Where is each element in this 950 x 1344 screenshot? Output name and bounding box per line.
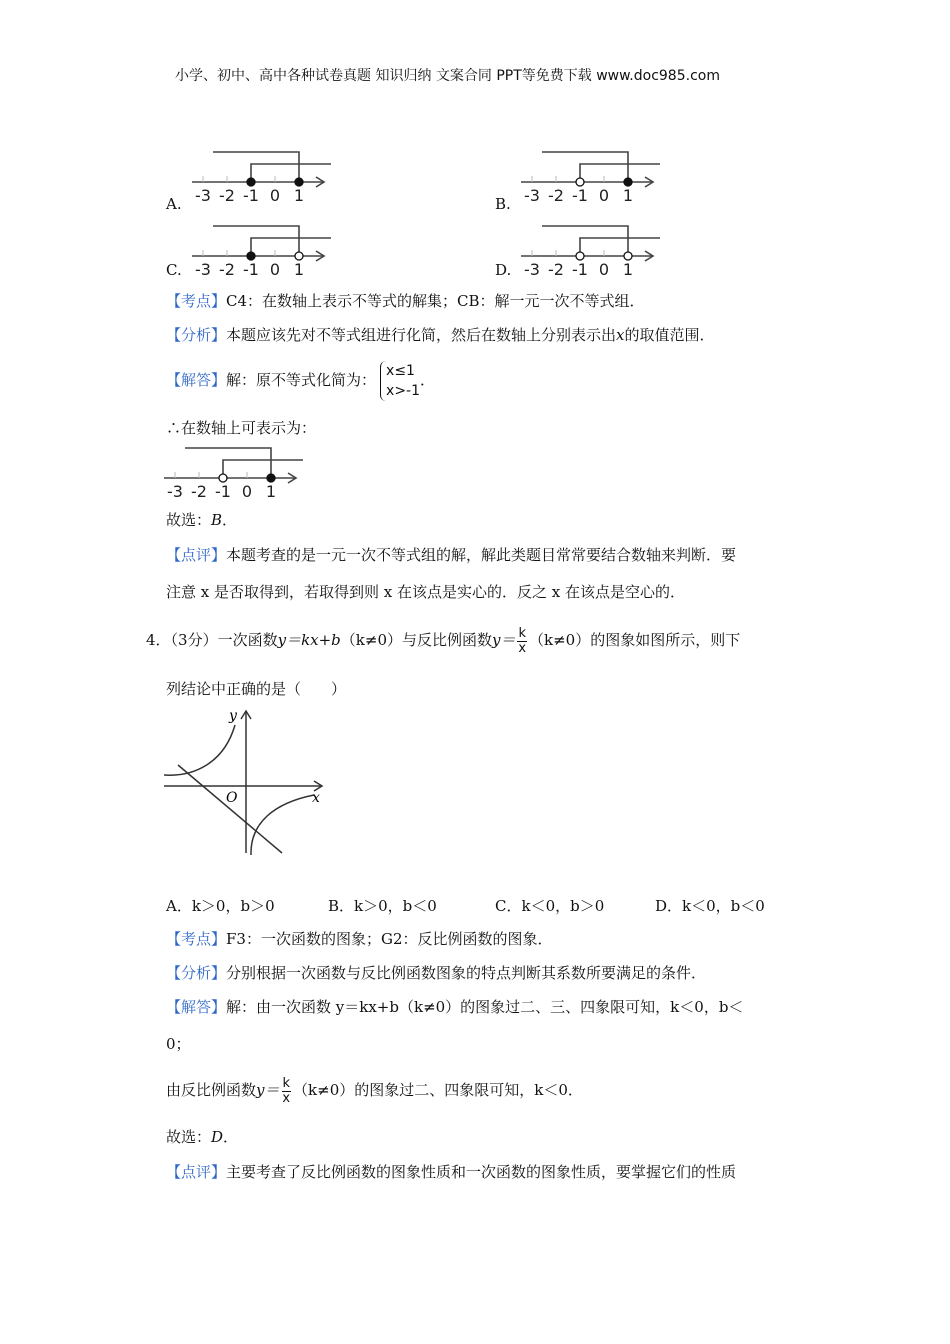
- q4-kaodian: 【考点】F3：一次函数的图象；G2：反比例函数的图象．: [166, 930, 553, 948]
- tick-label: 1: [293, 186, 305, 205]
- bracket-x-le-1: [542, 226, 628, 256]
- number-line-c: [188, 222, 333, 280]
- q4-dianping: 【点评】主要考查了反比例函数的图象性质和一次函数的图象性质，要掌握它们的性质: [166, 1163, 737, 1181]
- tick-label: 0: [269, 260, 281, 279]
- tick-label: -3: [524, 186, 540, 205]
- q4-stem-2: 列结论中正确的是（ ）: [166, 680, 347, 698]
- tick-label: 0: [241, 482, 253, 501]
- option-c-label: C.: [166, 261, 182, 279]
- y-axis-label: y: [229, 708, 237, 724]
- bracket-x-le-1: [542, 152, 628, 182]
- tick-label: -2: [219, 186, 235, 205]
- q4-stem: 4．（3分）一次函数y＝kx+b（k≠0）与反比例函数y＝ $\frac{k}{x}$ （k≠0）的图象如图所示，则下: [146, 625, 741, 656]
- open-point: [219, 474, 227, 482]
- q4-jieda: 【解答】解：由一次函数 y＝kx+b（k≠0）的图象过二、三、四象限可知，k＜0，b＜: [166, 998, 744, 1016]
- bracket-x-le-1: [213, 226, 299, 256]
- number-line-b: [517, 148, 662, 206]
- tick-label: 0: [598, 186, 610, 205]
- tick-label: 1: [622, 260, 634, 279]
- q4-option-a: A．k＞0，b＞0: [166, 897, 275, 915]
- hyperbola-branch-upper: [164, 725, 235, 775]
- tick-label: -1: [215, 482, 231, 501]
- tick-label: 1: [265, 482, 277, 501]
- q3-fenxi: 【分析】本题应该先对不等式组进行化简，然后在数轴上分别表示出x的取值范围．: [166, 326, 715, 344]
- tick-label: 0: [269, 186, 281, 205]
- q3-dianping-2: 注意 x 是否取得到，若取得到则 x 在该点是实心的．反之 x 在该点是空心的．: [166, 583, 685, 601]
- closed-point: [267, 474, 275, 482]
- linear-function-line: [178, 765, 282, 853]
- tick-label: -1: [572, 186, 588, 205]
- tick-label: -2: [219, 260, 235, 279]
- open-point: [576, 178, 584, 186]
- tick-label: -3: [524, 260, 540, 279]
- tick-label: -3: [167, 482, 183, 501]
- q4-fenxi: 【分析】分别根据一次函数与反比例函数图象的特点判断其系数所要满足的条件．: [166, 964, 707, 982]
- tick-label: 1: [622, 186, 634, 205]
- hyperbola-branch-lower: [251, 795, 314, 855]
- q4-jieda-2: 由反比例函数y＝ $\frac{k}{x}$ （k≠0）的图象过二、四象限可知，k＜0．: [166, 1075, 583, 1106]
- q3-therefore: ∴在数轴上可表示为：: [166, 419, 317, 437]
- tick-label: -1: [243, 186, 259, 205]
- origin-label: O: [226, 790, 238, 806]
- q3-answer: 故选：B．: [166, 511, 238, 529]
- bracket-x-le-1: [185, 448, 271, 478]
- q3-jieda: 【解答】解：原不等式化简为： x≤1 x>-1 ．: [166, 363, 436, 399]
- tick-label: 0: [598, 260, 610, 279]
- tick-label: -3: [195, 260, 211, 279]
- closed-point: [624, 178, 632, 186]
- closed-point: [247, 252, 255, 260]
- q4-answer: 故选：D．: [166, 1128, 239, 1146]
- q4-option-b: B．k＞0，b＜0: [328, 897, 437, 915]
- closed-point: [247, 178, 255, 186]
- tick-label: -1: [572, 260, 588, 279]
- function-graph: [164, 703, 329, 863]
- tick-label: -3: [195, 186, 211, 205]
- number-line-d: [517, 222, 662, 280]
- tick-label: -2: [548, 186, 564, 205]
- q3-dianping: 【点评】本题考查的是一元一次不等式组的解，解此类题目常常要结合数轴来判断．要: [166, 546, 737, 564]
- tick-label: -2: [548, 260, 564, 279]
- tick-label: -2: [191, 482, 207, 501]
- q4-jieda-cont: 0；: [166, 1035, 191, 1053]
- open-point: [576, 252, 584, 260]
- closed-point: [295, 178, 303, 186]
- tick-label: 1: [293, 260, 305, 279]
- q4-option-d: D．k＜0，b＜0: [655, 897, 765, 915]
- open-point: [624, 252, 632, 260]
- tick-label: -1: [243, 260, 259, 279]
- answer-number-line: [160, 444, 305, 502]
- bracket-x-le-1: [213, 152, 299, 182]
- number-line-a: [188, 140, 333, 206]
- x-axis-label: x: [312, 790, 320, 806]
- open-point: [295, 252, 303, 260]
- q3-kaodian: 【考点】C4：在数轴上表示不等式的解集；CB：解一元一次不等式组．: [166, 292, 645, 310]
- option-d-label: D.: [495, 261, 512, 279]
- option-a-label: A.: [166, 195, 182, 213]
- q4-option-c: C．k＜0，b＞0: [495, 897, 605, 915]
- page-header: 小学、初中、高中各种试卷真题 知识归纳 文案合同 PPT等免费下载 www.doc985.com: [175, 68, 720, 84]
- option-b-label: B.: [495, 195, 511, 213]
